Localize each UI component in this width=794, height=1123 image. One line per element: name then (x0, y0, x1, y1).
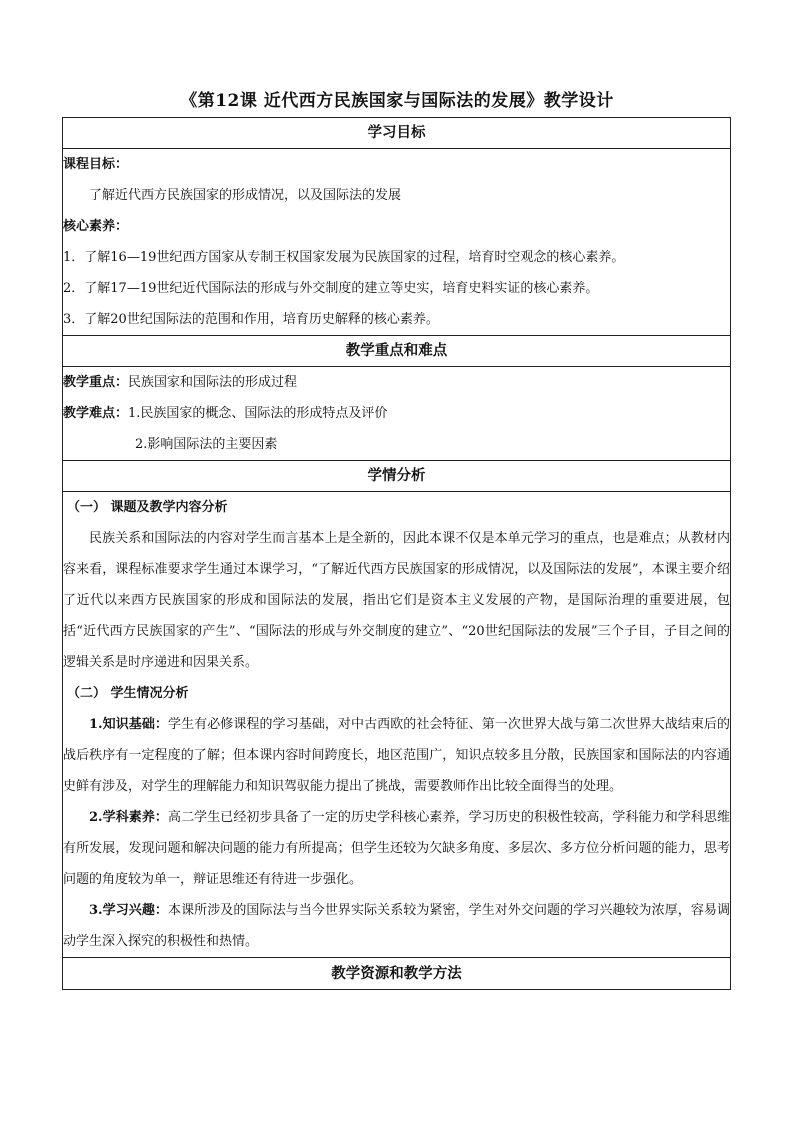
goals-header: 学习目标 (63, 118, 731, 149)
difficulty-item-1: 1.民族国家的概念、国际法的形成特点及评价 (128, 406, 388, 421)
analysis-header: 学情分析 (63, 461, 731, 492)
difficulty-label: 教学难点： (63, 406, 129, 421)
difficulty-row (63, 398, 730, 429)
subject-literacy-label: 2.学科素养： (89, 810, 168, 825)
focus-row (63, 367, 730, 398)
keypoints-header: 教学重点和难点 (63, 336, 731, 367)
course-goal-label: 课程目标： (63, 157, 129, 172)
subject-literacy-text: 高二学生已经初步具备了一定的历史学科核心素养，学习历史的积极性较高，学科能力和学科思维有所发展，发现问题和解决问题的能力有所提高；但学生还较为欠缺多角度、多层次、多方位分析问题的能力，思考问题的角度较为单一，辩证思维还有待进一步强化。 (63, 810, 730, 887)
goal-item: 3．了解20世纪国际法的范围和作用，培育历史解释的核心素养。 (63, 312, 439, 327)
focus-label: 教学重点： (63, 375, 129, 390)
knowledge-basis-paragraph (63, 709, 730, 802)
goals-content (63, 149, 731, 336)
course-goal-text: 了解近代西方民族国家的形成情况，以及国际法的发展 (89, 188, 402, 203)
knowledge-basis-text: 学生有必修课程的学习基础，对中古西欧的社会特征、第一次世界大战与第二次世界大战结束后的战后秩序有一定程度的了解；但本课内容时间跨度长，地区范围广，知识点较多且分散，民族国家和国际法的内容通史鲜有涉及，对学生的理解能力和知识驾驭能力提出了挑战，需要教师作出比较全面得当的处理。 (63, 717, 730, 794)
difficulty-item-2: 2.影响国际法的主要因素 (135, 437, 278, 452)
learning-interest-text: 本课所涉及的国际法与当今世界实际关系较为紧密，学生对外交问题的学习兴趣较为浓厚，容易调动学生深入探究的积极性和热情。 (63, 903, 730, 949)
focus-text: 民族国家和国际法的形成过程 (128, 375, 298, 390)
goal-item: 1．了解16—19世纪西方国家从专制王权国家发展为民族国家的过程，培育时空观念的核心素养。 (63, 250, 625, 265)
analysis-part2-title: （二） 学生情况分析 (67, 686, 189, 701)
knowledge-basis-label: 1.知识基础： (89, 717, 168, 732)
document-title: 《第12课 近代西方民族国家与国际法的发展》教学设计 (180, 91, 614, 111)
keypoints-content (63, 367, 731, 461)
resources-header: 教学资源和教学方法 (63, 958, 731, 990)
lesson-plan-table (62, 117, 731, 990)
analysis-content (63, 492, 731, 958)
learning-interest-paragraph (63, 895, 730, 957)
core-literacy-label: 核心素养： (63, 219, 129, 234)
analysis-part1-title: （一） 课题及教学内容分析 (67, 500, 228, 515)
learning-interest-label: 3.学习兴趣： (89, 903, 168, 918)
goal-item: 2．了解17—19世纪近代国际法的形成与外交制度的建立等史实，培育史料实证的核心素养。 (63, 281, 599, 296)
analysis-part1-text: 民族关系和国际法的内容对学生而言基本上是全新的，因此本课不仅是本单元学习的重点，也是难点；从教材内容来看，课程标准要求学生通过本课学习，“了解近代西方民族国家的形成情况，以及国际法的发展”，本课主要介绍了近代以来西方民族国家的形成和国际法的发展，指出它们是资本主义发展的产物，是国际治理的重要进展，包括“近代西方民族国家的产生”、“国际法的形成与外交制度的建立”、“20世纪国际法的发展”三个子目，子目之间的逻辑关系是时序递进和因果关系。 (63, 531, 730, 670)
subject-literacy-paragraph (63, 802, 730, 895)
